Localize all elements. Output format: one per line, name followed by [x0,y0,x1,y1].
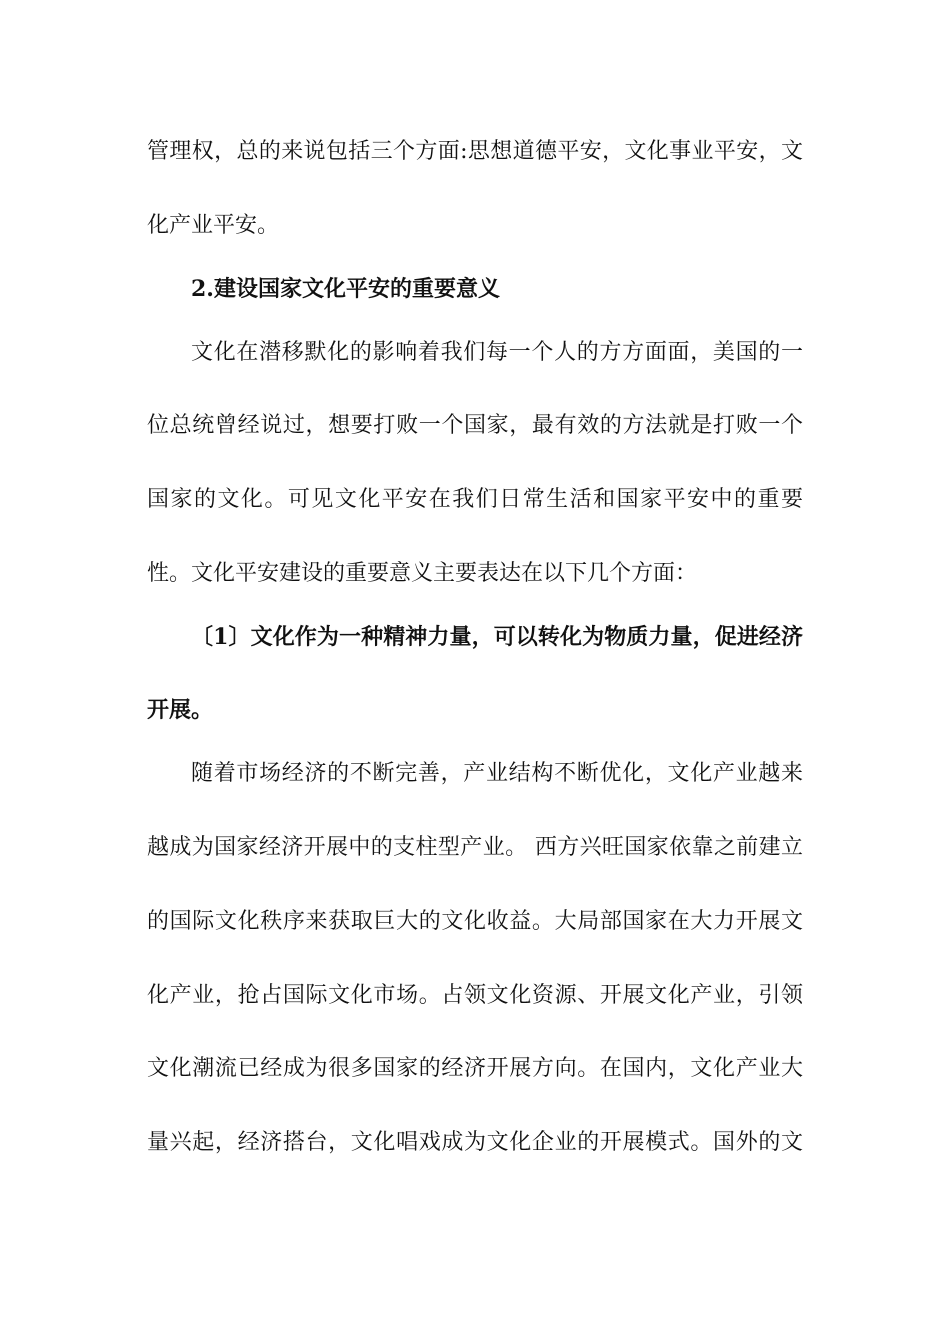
paragraph-line: 化产业平安。 [147,213,280,238]
subheading-line: 〔1〕文化作为一种精神力量，可以转化为物质力量，促进经济 [191,624,803,650]
paragraph-line: 性。文化平安建设的重要意义主要表达在以下几个方面： [147,561,698,586]
subheading-line: 开展。 [147,697,214,723]
paragraph-line: 管理权，总的来说包括三个方面:思想道德平安，文化事业平安，文 [147,139,803,164]
paragraph-line: 位总统曾经说过，想要打败一个国家，最有效的方法就是打败一个 [147,413,803,438]
paragraph-line: 化产业，抢占国际文化市场。占领文化资源、开展文化产业，引领 [147,983,803,1008]
section-heading: 2.建设国家文化平安的重要意义 [191,276,500,302]
paragraph-line: 越成为国家经济开展中的支柱型产业。 西方兴旺国家依靠之前建立 [147,835,803,860]
paragraph-line: 量兴起，经济搭台，文化唱戏成为文化企业的开展模式。国外的文 [147,1130,803,1155]
paragraph-line: 的国际文化秩序来获取巨大的文化收益。大局部国家在大力开展文 [147,909,803,934]
paragraph-line: 国家的文化。可见文化平安在我们日常生活和国家平安中的重要 [147,487,803,512]
paragraph-line: 文化潮流已经成为很多国家的经济开展方向。在国内，文化产业大 [147,1056,803,1081]
paragraph-line: 文化在潜移默化的影响着我们每一个人的方方面面，美国的一 [191,340,803,365]
paragraph-line: 随着市场经济的不断完善，产业结构不断优化，文化产业越来 [191,761,803,786]
